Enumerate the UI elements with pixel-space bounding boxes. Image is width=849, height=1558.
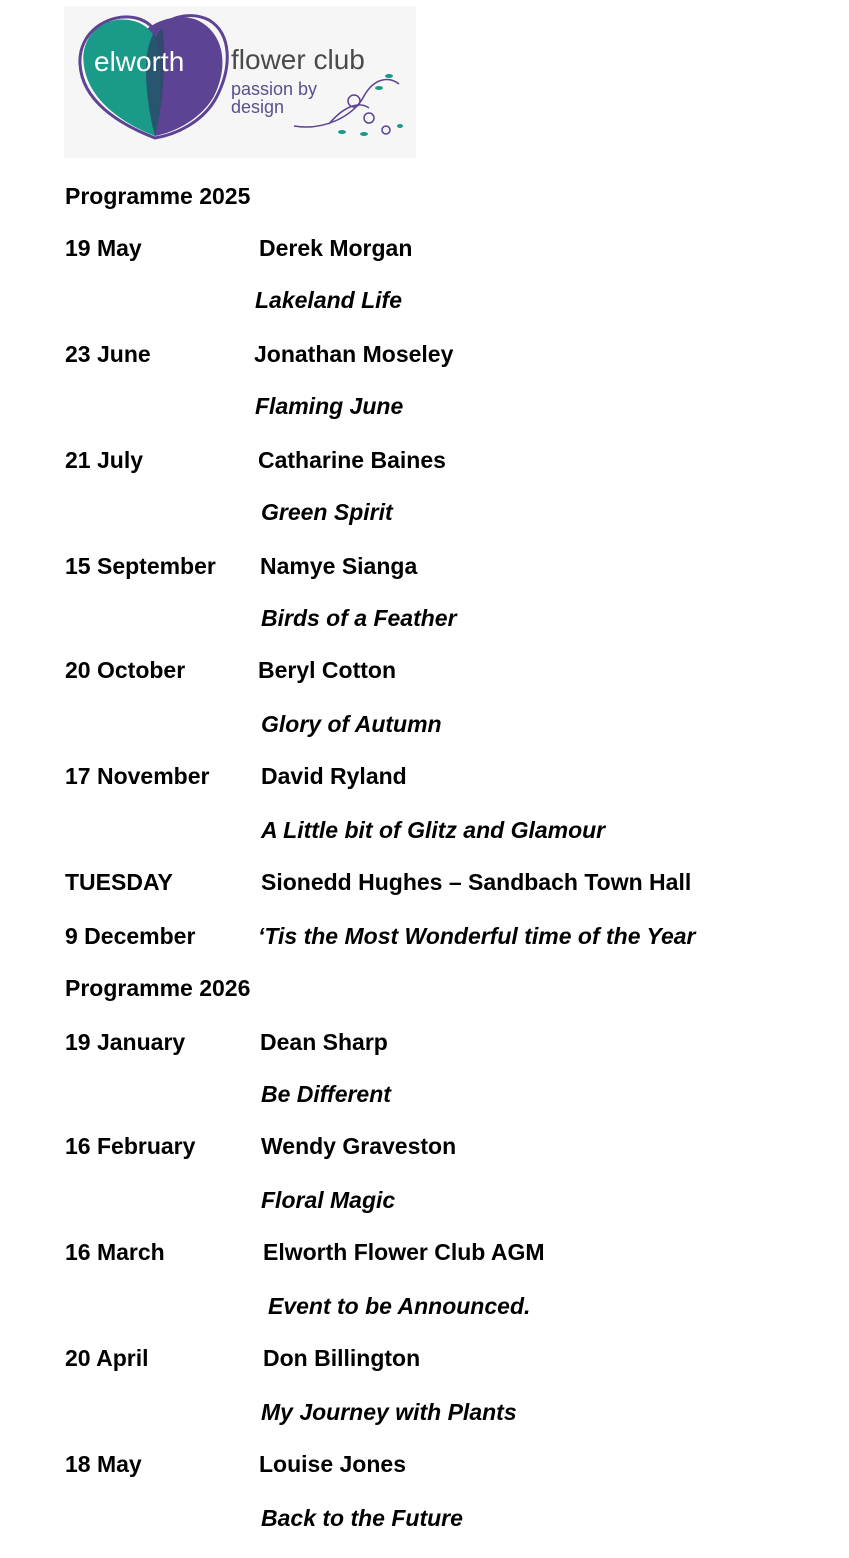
logo-word-flower-club: flower club <box>231 44 365 75</box>
event-speaker: Dean Sharp <box>260 1029 388 1055</box>
event-title: Be Different <box>261 1081 391 1107</box>
event-date: 18 May <box>65 1451 142 1477</box>
event-date: 15 September <box>65 553 216 579</box>
event-speaker: Namye Sianga <box>260 553 418 579</box>
event-speaker: Louise Jones <box>259 1451 406 1477</box>
event-date: 19 May <box>65 235 142 261</box>
event-title: Flaming June <box>255 393 404 419</box>
event-title: Glory of Autumn <box>261 711 442 737</box>
event-day: TUESDAY <box>65 869 173 895</box>
event-date: 19 January <box>65 1029 186 1055</box>
event-date: 20 April <box>65 1345 149 1371</box>
event-date: 21 July <box>65 447 143 473</box>
event-title: Lakeland Life <box>255 287 402 313</box>
event-title: ‘Tis the Most Wonderful time of the Year <box>258 923 696 949</box>
logo-tagline-1: passion by <box>231 79 318 99</box>
event-speaker: Jonathan Moseley <box>254 341 454 367</box>
event-date: 20 October <box>65 657 186 683</box>
logo-word-elworth: elworth <box>94 46 185 77</box>
event-date: 23 June <box>65 341 151 367</box>
event-speaker: Wendy Graveston <box>261 1133 457 1159</box>
event-speaker: Elworth Flower Club AGM <box>263 1239 545 1265</box>
event-title: Event to be Announced. <box>268 1293 531 1319</box>
event-date: 16 March <box>65 1239 165 1265</box>
club-logo <box>64 6 416 158</box>
event-title: A Little bit of Glitz and Glamour <box>261 817 606 843</box>
event-speaker: Beryl Cotton <box>258 657 396 683</box>
event-speaker: Derek Morgan <box>259 235 413 261</box>
event-speaker: Don Billington <box>263 1345 421 1371</box>
event-title: Birds of a Feather <box>261 605 457 631</box>
event-date: 17 November <box>65 763 210 789</box>
programme-2026-heading: Programme 2026 <box>65 975 251 1001</box>
event-title: Green Spirit <box>261 499 393 525</box>
programme-2025-heading: Programme 2025 <box>65 183 251 209</box>
event-speaker: David Ryland <box>261 763 407 789</box>
event-speaker: Sionedd Hughes – Sandbach Town Hall <box>261 869 692 895</box>
event-date: 16 February <box>65 1133 196 1159</box>
event-title: Back to the Future <box>261 1505 463 1531</box>
event-title: My Journey with Plants <box>261 1399 517 1425</box>
logo-tagline-2: design <box>231 97 285 117</box>
event-date: 9 December <box>65 923 196 949</box>
event-speaker: Catharine Baines <box>258 447 446 473</box>
event-title: Floral Magic <box>261 1187 396 1213</box>
